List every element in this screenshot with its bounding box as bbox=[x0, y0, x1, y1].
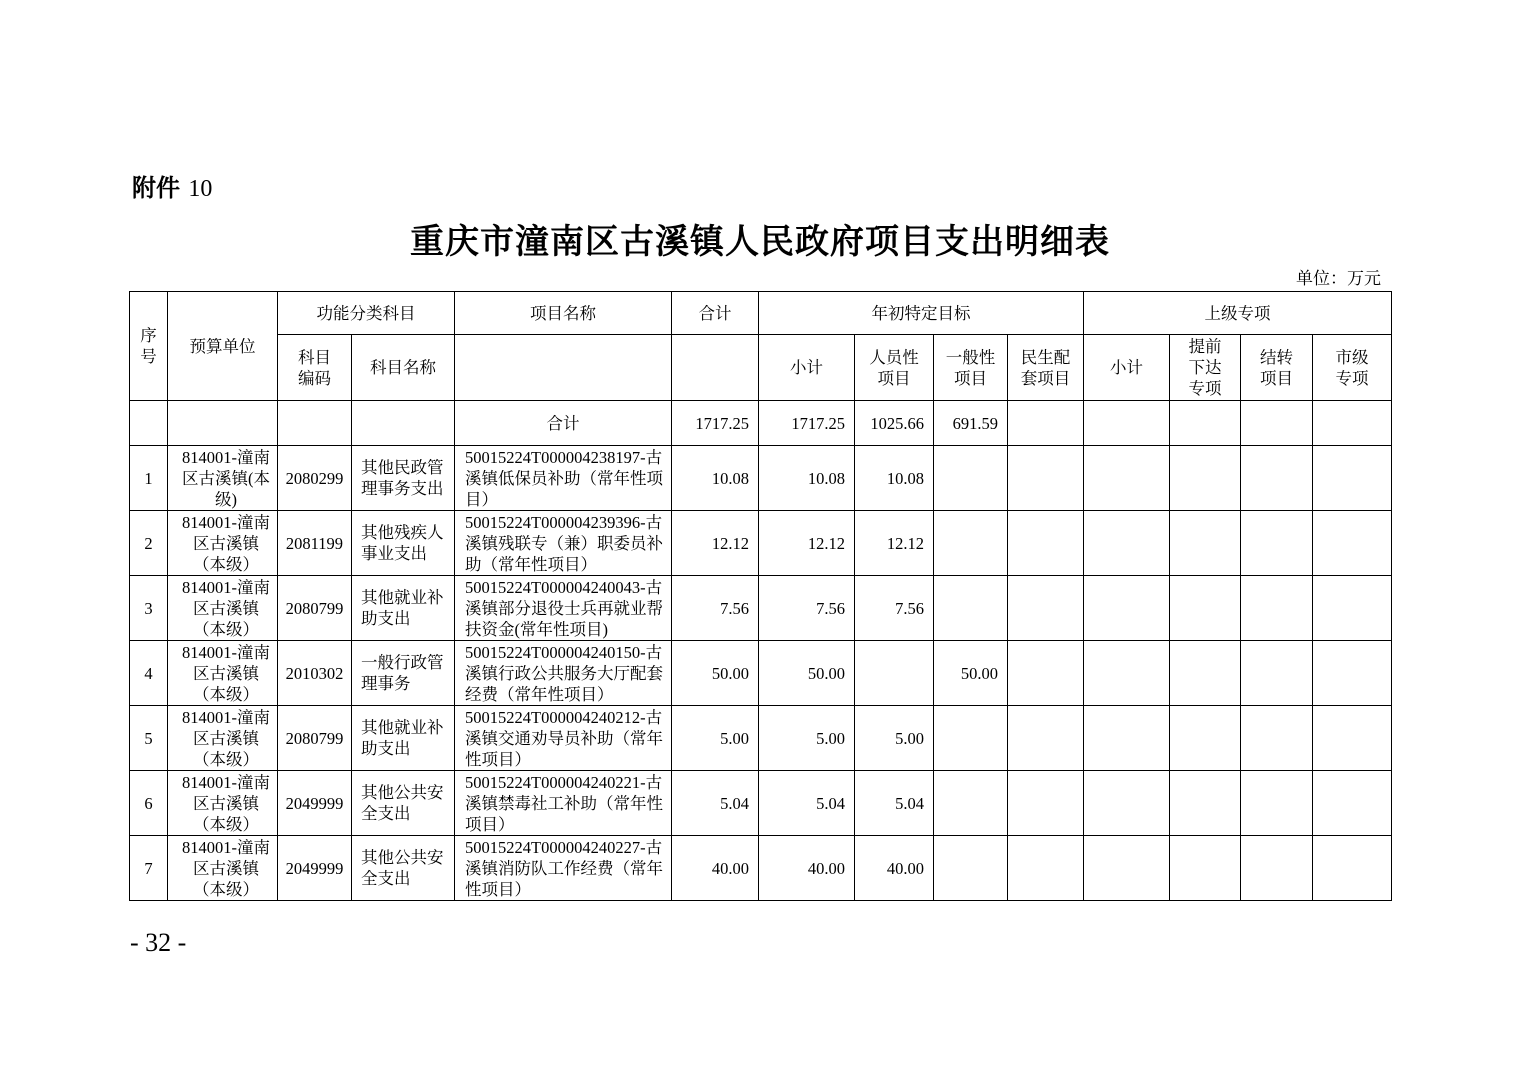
empty-cell bbox=[1084, 836, 1170, 901]
row-subject-name: 其他民政管理事务支出 bbox=[352, 446, 455, 511]
empty-cell bbox=[1008, 576, 1084, 641]
empty-cell bbox=[1241, 511, 1313, 576]
row-seq: 1 bbox=[130, 446, 168, 511]
empty-cell bbox=[1170, 771, 1241, 836]
table-row bbox=[130, 446, 1392, 511]
col-project-name-blank bbox=[455, 335, 672, 401]
empty-cell bbox=[1008, 771, 1084, 836]
table-row bbox=[130, 706, 1392, 771]
row-total: 7.56 bbox=[672, 576, 759, 641]
col-livelihood: 民生配套项目 bbox=[1008, 335, 1084, 401]
total-row bbox=[130, 401, 1392, 446]
col-total: 合计 bbox=[672, 292, 759, 335]
empty-cell bbox=[1241, 706, 1313, 771]
page-title: 重庆市潼南区古溪镇人民政府项目支出明细表 bbox=[410, 222, 1110, 262]
empty-cell bbox=[1008, 706, 1084, 771]
col-annual-target: 年初特定目标 bbox=[759, 292, 1084, 335]
col-superior: 上级专项 bbox=[1084, 292, 1392, 335]
empty-cell bbox=[1008, 511, 1084, 576]
total-annual-subtotal: 1717.25 bbox=[759, 401, 855, 446]
table-header bbox=[130, 292, 1392, 446]
row-budget-unit: 814001-潼南区古溪镇（本级） bbox=[168, 641, 278, 706]
attachment-text: 附件 bbox=[132, 174, 180, 202]
row-total: 5.00 bbox=[672, 706, 759, 771]
row-general bbox=[934, 446, 1008, 511]
row-general bbox=[934, 836, 1008, 901]
row-subject-code: 2049999 bbox=[278, 771, 352, 836]
empty-cell bbox=[1313, 641, 1392, 706]
total-general: 691.59 bbox=[934, 401, 1008, 446]
table-row bbox=[130, 511, 1392, 576]
empty-cell bbox=[1084, 511, 1170, 576]
empty-cell bbox=[1084, 576, 1170, 641]
empty-cell bbox=[1084, 706, 1170, 771]
row-subject-name: 其他就业补助支出 bbox=[352, 706, 455, 771]
row-subject-code: 2081199 bbox=[278, 511, 352, 576]
empty-cell bbox=[1241, 446, 1313, 511]
row-subject-name: 其他公共安全支出 bbox=[352, 836, 455, 901]
col-budget-unit: 预算单位 bbox=[168, 292, 278, 401]
empty-cell bbox=[1170, 401, 1241, 446]
row-personnel: 7.56 bbox=[855, 576, 934, 641]
row-total: 12.12 bbox=[672, 511, 759, 576]
row-total: 10.08 bbox=[672, 446, 759, 511]
row-budget-unit: 814001-潼南区古溪镇（本级） bbox=[168, 836, 278, 901]
row-project-name: 50015224T000004240221-古溪镇禁毒社工补助（常年性项目） bbox=[455, 771, 672, 836]
col-project-name: 项目名称 bbox=[455, 292, 672, 335]
col-func-class: 功能分类科目 bbox=[278, 292, 455, 335]
row-general: 50.00 bbox=[934, 641, 1008, 706]
col-subject-code: 科目编码 bbox=[278, 335, 352, 401]
total-personnel: 1025.66 bbox=[855, 401, 934, 446]
empty-cell bbox=[1170, 706, 1241, 771]
expenditure-table bbox=[129, 291, 1392, 901]
attachment-number: 10 bbox=[188, 176, 213, 202]
row-seq: 6 bbox=[130, 771, 168, 836]
empty-cell bbox=[352, 401, 455, 446]
row-general bbox=[934, 771, 1008, 836]
empty-cell bbox=[1313, 446, 1392, 511]
empty-cell bbox=[1170, 836, 1241, 901]
empty-cell bbox=[1084, 401, 1170, 446]
row-subject-code: 2080799 bbox=[278, 706, 352, 771]
table-row bbox=[130, 836, 1392, 901]
row-subject-name: 其他就业补助支出 bbox=[352, 576, 455, 641]
empty-cell bbox=[1241, 401, 1313, 446]
total-value: 1717.25 bbox=[672, 401, 759, 446]
row-personnel: 5.04 bbox=[855, 771, 934, 836]
table-row bbox=[130, 641, 1392, 706]
col-personnel: 人员性项目 bbox=[855, 335, 934, 401]
col-carryover: 结转项目 bbox=[1241, 335, 1313, 401]
row-seq: 3 bbox=[130, 576, 168, 641]
empty-cell bbox=[1084, 446, 1170, 511]
col-total-blank bbox=[672, 335, 759, 401]
empty-cell bbox=[1008, 446, 1084, 511]
row-personnel: 40.00 bbox=[855, 836, 934, 901]
row-annual-subtotal: 50.00 bbox=[759, 641, 855, 706]
empty-cell bbox=[1008, 641, 1084, 706]
table-row bbox=[130, 576, 1392, 641]
empty-cell bbox=[1241, 771, 1313, 836]
row-subject-name: 一般行政管理事务 bbox=[352, 641, 455, 706]
row-personnel: 10.08 bbox=[855, 446, 934, 511]
row-general bbox=[934, 511, 1008, 576]
empty-cell bbox=[1008, 836, 1084, 901]
col-annual-subtotal: 小计 bbox=[759, 335, 855, 401]
row-annual-subtotal: 40.00 bbox=[759, 836, 855, 901]
row-subject-name: 其他残疾人事业支出 bbox=[352, 511, 455, 576]
row-total: 40.00 bbox=[672, 836, 759, 901]
empty-cell bbox=[1313, 576, 1392, 641]
row-annual-subtotal: 5.04 bbox=[759, 771, 855, 836]
row-seq: 4 bbox=[130, 641, 168, 706]
empty-cell bbox=[1241, 576, 1313, 641]
col-municipal: 市级专项 bbox=[1313, 335, 1392, 401]
empty-cell bbox=[1170, 511, 1241, 576]
empty-cell bbox=[1313, 511, 1392, 576]
row-personnel bbox=[855, 641, 934, 706]
table-row bbox=[130, 771, 1392, 836]
row-subject-name: 其他公共安全支出 bbox=[352, 771, 455, 836]
empty-cell bbox=[1170, 446, 1241, 511]
row-general bbox=[934, 706, 1008, 771]
row-budget-unit: 814001-潼南区古溪镇（本级） bbox=[168, 706, 278, 771]
empty-cell bbox=[1313, 771, 1392, 836]
row-budget-unit: 814001-潼南区古溪镇（本级） bbox=[168, 511, 278, 576]
row-project-name: 50015224T000004239396-古溪镇残联专（兼）职委员补助（常年性项目） bbox=[455, 511, 672, 576]
empty-cell bbox=[1008, 401, 1084, 446]
row-budget-unit: 814001-潼南区古溪镇（本级） bbox=[168, 576, 278, 641]
table-body bbox=[130, 446, 1392, 901]
unit-label: 单位：万元 bbox=[1296, 269, 1381, 289]
attachment-label bbox=[132, 168, 212, 203]
row-seq: 2 bbox=[130, 511, 168, 576]
row-project-name: 50015224T000004240212-古溪镇交通劝导员补助（常年性项目） bbox=[455, 706, 672, 771]
col-seq: 序号 bbox=[130, 292, 168, 401]
empty-cell bbox=[168, 401, 278, 446]
row-general bbox=[934, 576, 1008, 641]
row-annual-subtotal: 7.56 bbox=[759, 576, 855, 641]
empty-cell bbox=[1313, 706, 1392, 771]
row-subject-code: 2080299 bbox=[278, 446, 352, 511]
row-annual-subtotal: 12.12 bbox=[759, 511, 855, 576]
row-seq: 5 bbox=[130, 706, 168, 771]
row-subject-code: 2080799 bbox=[278, 576, 352, 641]
row-subject-code: 2010302 bbox=[278, 641, 352, 706]
col-subject-name: 科目名称 bbox=[352, 335, 455, 401]
row-personnel: 12.12 bbox=[855, 511, 934, 576]
empty-cell bbox=[1084, 641, 1170, 706]
empty-cell bbox=[130, 401, 168, 446]
col-general: 一般性项目 bbox=[934, 335, 1008, 401]
row-subject-code: 2049999 bbox=[278, 836, 352, 901]
total-label: 合计 bbox=[455, 401, 672, 446]
row-project-name: 50015224T000004240043-古溪镇部分退役士兵再就业帮扶资金(常年性项目) bbox=[455, 576, 672, 641]
empty-cell bbox=[1241, 836, 1313, 901]
row-personnel: 5.00 bbox=[855, 706, 934, 771]
page-number: - 32 - bbox=[130, 928, 187, 957]
empty-cell bbox=[1170, 641, 1241, 706]
row-total: 50.00 bbox=[672, 641, 759, 706]
col-advance: 提前下达专项 bbox=[1170, 335, 1241, 401]
row-total: 5.04 bbox=[672, 771, 759, 836]
empty-cell bbox=[1241, 641, 1313, 706]
row-project-name: 50015224T000004240150-古溪镇行政公共服务大厅配套经费（常年性项目） bbox=[455, 641, 672, 706]
row-project-name: 50015224T000004238197-古溪镇低保员补助（常年性项目） bbox=[455, 446, 672, 511]
row-budget-unit: 814001-潼南区古溪镇(本级) bbox=[168, 446, 278, 511]
empty-cell bbox=[1313, 401, 1392, 446]
row-budget-unit: 814001-潼南区古溪镇（本级） bbox=[168, 771, 278, 836]
row-annual-subtotal: 10.08 bbox=[759, 446, 855, 511]
empty-cell bbox=[1084, 771, 1170, 836]
empty-cell bbox=[1170, 576, 1241, 641]
col-superior-subtotal: 小计 bbox=[1084, 335, 1170, 401]
empty-cell bbox=[1313, 836, 1392, 901]
row-annual-subtotal: 5.00 bbox=[759, 706, 855, 771]
row-project-name: 50015224T000004240227-古溪镇消防队工作经费（常年性项目） bbox=[455, 836, 672, 901]
empty-cell bbox=[278, 401, 352, 446]
row-seq: 7 bbox=[130, 836, 168, 901]
